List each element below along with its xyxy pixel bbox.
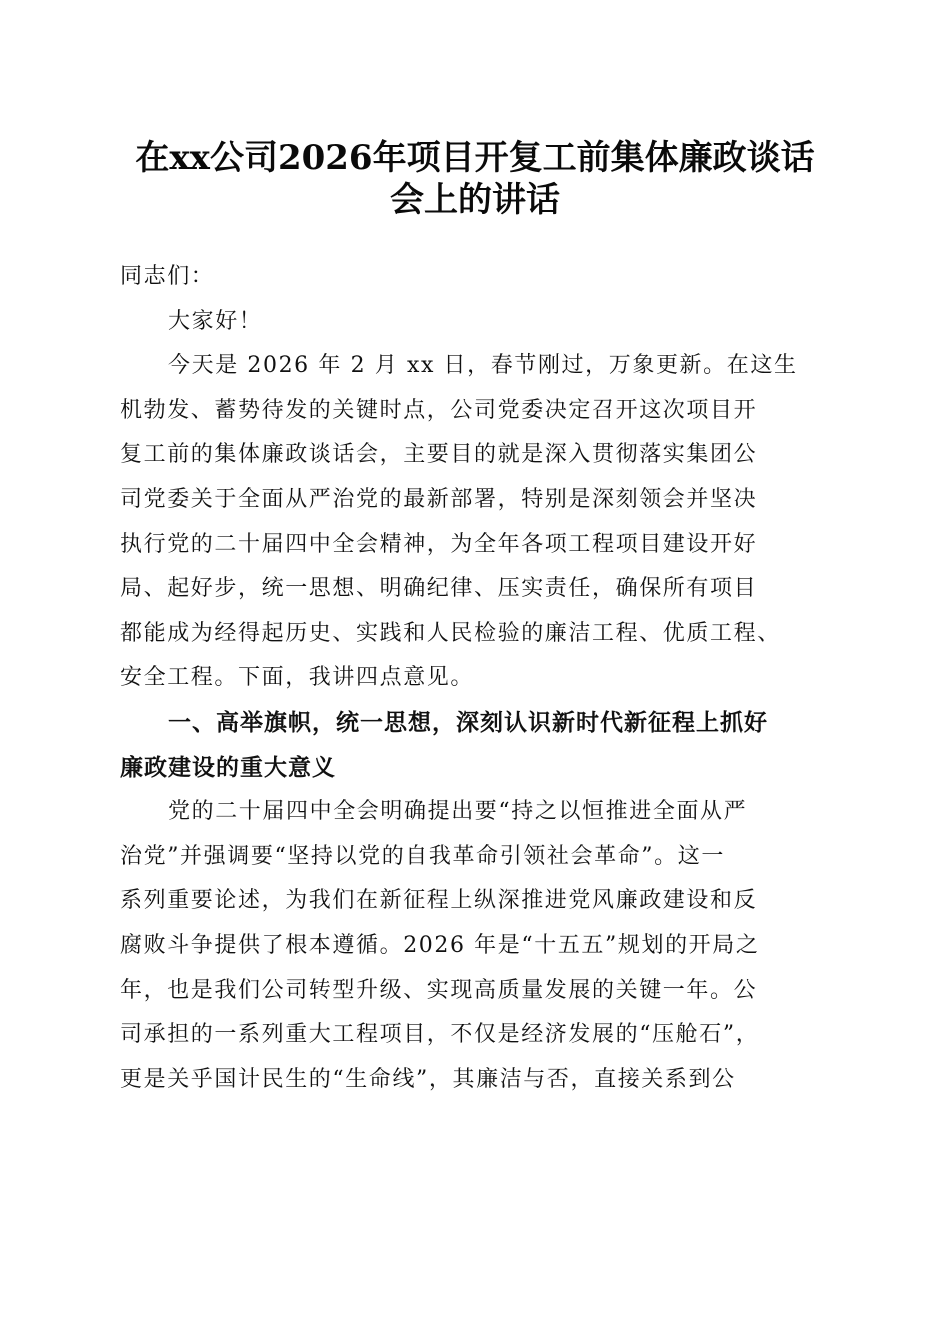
document-title	[110, 137, 840, 221]
paragraph-line: 复工前的集体廉政谈话会，主要目的就是深入贯彻落实集团公	[120, 442, 758, 468]
section-1-heading	[120, 701, 840, 790]
intro-paragraph	[120, 344, 840, 701]
paragraph-line: 安全工程。下面，我讲四点意见。	[120, 665, 475, 691]
paragraph-line: 今天是 2026 年 2 月 xx 日，春节刚过，万象更新。在这生	[168, 353, 798, 379]
paragraph-line: 腐败斗争提供了根本遵循。2026 年是“十五五”规划的开局之	[120, 932, 760, 958]
greeting-text: 大家好！	[168, 308, 263, 334]
document-body	[120, 255, 840, 1102]
paragraph-line: 局、起好步，统一思想、明确纪律、压实责任，确保所有项目	[120, 576, 758, 602]
paragraph-line: 更是关乎国计民生的“生命线”，其廉洁与否，直接关系到公	[120, 1066, 736, 1092]
title-line-2: 会上的讲话	[390, 180, 560, 220]
salutation-text: 同志们：	[120, 264, 215, 289]
paragraph-line: 机勃发、蓄势待发的关键时点，公司党委决定召开这次项目开	[120, 397, 758, 423]
paragraph-line: 党的二十届四中全会明确提出要“持之以恒推进全面从严	[168, 799, 748, 825]
heading-line: 一、高举旗帜，统一思想，深刻认识新时代新征程上抓好	[168, 709, 768, 736]
heading-line: 廉政建设的重大意义	[120, 754, 336, 781]
paragraph-line: 治党”并强调要“坚持以党的自我革命引领社会革命”。这一	[120, 843, 725, 869]
paragraph-line: 司党委关于全面从严治党的最新部署，特别是深刻领会并坚决	[120, 486, 758, 512]
paragraph-line: 执行党的二十届四中全会精神，为全年各项工程项目建设开好	[120, 531, 758, 557]
greeting	[120, 300, 840, 345]
paragraph-line: 年，也是我们公司转型升级、实现高质量发展的关键一年。公	[120, 977, 758, 1003]
paragraph-line: 司承担的一系列重大工程项目，不仅是经济发展的“压舱石”，	[120, 1022, 760, 1048]
paragraph-line: 系列重要论述，为我们在新征程上纵深推进党风廉政建设和反	[120, 888, 758, 914]
paragraph-line: 都能成为经得起历史、实践和人民检验的廉洁工程、优质工程、	[120, 620, 781, 646]
salutation	[120, 255, 840, 300]
section-1-paragraph	[120, 790, 840, 1102]
title-line-1: 在xx公司2026年项目开复工前集体廉政谈话	[135, 138, 815, 178]
